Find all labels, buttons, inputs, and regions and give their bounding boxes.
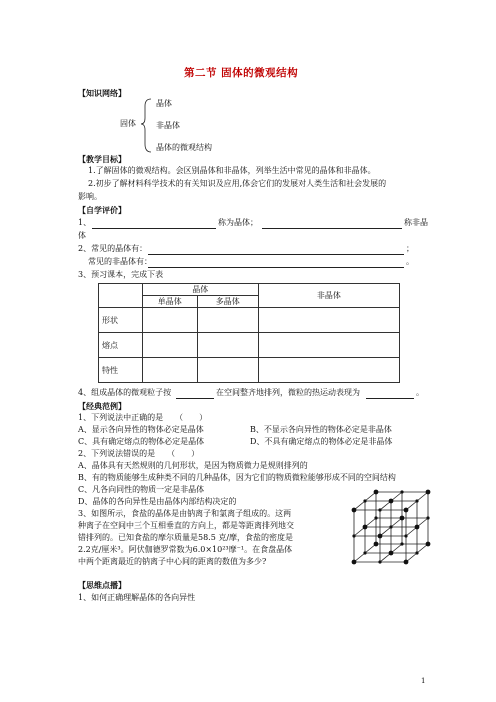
chloride-ion: [378, 560, 381, 563]
sodium-ion: [374, 490, 379, 495]
table-cell[interactable]: [142, 358, 197, 383]
example-1-option-d: D、不具有确定熔点的物体必定是非晶体: [250, 437, 393, 446]
chloride-ion: [363, 551, 366, 554]
goal-item-2-wrap: 影响。: [78, 192, 102, 201]
goal-item-1: 1.了解固体的微观结构。会区别晶体和非晶体，列举生活中常见的晶体和非晶体。: [88, 166, 376, 175]
table-cell[interactable]: [258, 358, 399, 383]
sodium-ion: [415, 525, 420, 530]
sodium-ion: [363, 525, 368, 530]
table-header-single: 单晶体: [142, 296, 197, 308]
q2-crystal-blank[interactable]: [148, 254, 404, 255]
sodium-ion: [404, 508, 409, 513]
salt-crystal-lattice-figure: [346, 488, 442, 568]
section-goals-header: 【教学目标】: [78, 154, 126, 164]
section-examples-header: 【经典范例】: [78, 401, 126, 411]
example-2-option-b: B、有的物质能够生成种类不同的几种晶体，因为它们的物质微粒能够形成不同的空间结构: [78, 473, 396, 482]
chloride-ion: [404, 534, 407, 537]
q2-crystal-end: ；: [406, 244, 414, 253]
goal-item-2: 2.初步了解材料科学技术的有关知识及应用,体会它们的发展对人类生活和社会发展的: [88, 179, 387, 188]
q2-crystal-label: 2、常见的晶体有：: [78, 244, 148, 253]
sodium-ion: [426, 490, 431, 495]
brace-icon: [140, 98, 154, 154]
table-cell[interactable]: [197, 333, 258, 358]
q1-wrap: 体: [78, 231, 86, 240]
table-cell[interactable]: [142, 308, 197, 333]
q3-text: 3、预习课本，完成下表: [78, 270, 164, 279]
q1-blank-2[interactable]: [262, 228, 402, 229]
q4-end: 。: [416, 388, 424, 397]
example-3-line-5: 中两个距离最近的钠离子中心间的距离的数值为多少?: [78, 557, 267, 566]
knowledge-root: 固体: [120, 119, 136, 128]
q4-blank-2[interactable]: [366, 398, 414, 399]
chloride-ion: [400, 490, 403, 493]
q2-amorphous-label: 常见的非晶体有：: [88, 257, 152, 266]
knowledge-branch-structure: 晶体的微观结构: [156, 143, 212, 152]
example-2-option-c: C、凡各向同性的物质一定是非晶体: [78, 485, 205, 494]
example-3-line-1: 3、如图所示，食盐的晶体是由钠离子和氯离子组成的。这两: [78, 509, 292, 518]
q1-mid: 称为晶体；: [218, 218, 258, 227]
q1-prefix: 1、: [78, 218, 92, 227]
example-2: 2、下列说法错误的是 （ ）: [78, 449, 200, 458]
q1-blank-1[interactable]: [92, 228, 216, 229]
q1-end: 称非晶: [404, 218, 428, 227]
table-cell[interactable]: [258, 333, 399, 358]
example-3-line-3: 错排列的。已知食盐的摩尔质量是58.5 克/摩，食盐的密度是: [78, 533, 294, 542]
section-thinking-header: 【思维点播】: [78, 580, 126, 590]
table-row-label-property: 特性: [99, 358, 143, 383]
crystal-table: [98, 283, 400, 383]
table-cell[interactable]: [258, 308, 399, 333]
table-header-poly: 多晶体: [197, 296, 258, 308]
table-cell[interactable]: [142, 333, 197, 358]
sodium-ion: [426, 542, 431, 547]
sodium-ion: [374, 542, 379, 547]
table-header-amorphous: 非晶体: [258, 284, 399, 308]
q2-amorphous-blank[interactable]: [148, 267, 404, 268]
section-knowledge-header: 【知识网络】: [78, 88, 126, 98]
table-row-label-melting: 熔点: [99, 333, 143, 358]
table-cell[interactable]: [197, 358, 258, 383]
q4-blank-1[interactable]: [176, 398, 214, 399]
sodium-ion: [389, 499, 394, 504]
sodium-ion: [389, 551, 394, 556]
knowledge-branch-crystal: 晶体: [156, 99, 172, 108]
sodium-ion: [378, 534, 383, 539]
example-2-option-a: A、晶体具有天然规则的几何形状，是因为物质微力是规则排列的: [78, 461, 308, 470]
chloride-ion: [415, 551, 418, 554]
example-1-option-a: A、显示各向异性的物体必定是晶体: [78, 425, 204, 434]
chloride-ion: [378, 508, 381, 511]
section-self-eval-header: 【自学评价】: [78, 205, 126, 215]
example-3-line-4: 2.2克/厘米³。阿伏伽德罗常数为6.0×10²³摩⁻¹。在食盘晶体: [78, 545, 293, 554]
chloride-ion: [352, 534, 355, 537]
sodium-ion: [352, 560, 357, 565]
q4-text-b: 在空间整齐地排列，微粒的热运动表现为: [216, 388, 360, 397]
q2-amorphous-end: 。: [406, 257, 414, 266]
chloride-ion: [426, 516, 429, 519]
chloride-ion: [400, 542, 403, 545]
example-2-option-d: D、晶体的各向异性是由晶体内部结构决定的: [78, 497, 237, 506]
table-corner: [99, 284, 143, 308]
sodium-ion: [400, 516, 405, 521]
example-1-option-c: C、具有确定熔点的物体必定是晶体: [78, 437, 205, 446]
thinking-item-1: 1、如何正确理解晶体的各向异性: [78, 593, 196, 602]
example-1: 1、下列说法中正确的是 （ ）: [78, 413, 208, 422]
sodium-ion: [352, 508, 357, 513]
example-3-line-2: 种离子在空间中三个互相垂直的方向上，都是等距离排列地交: [78, 521, 294, 530]
table-row-label-shape: 形状: [99, 308, 143, 333]
example-1-option-b: B、不显示各向异性的物体必定是非晶体: [250, 425, 392, 434]
table-cell[interactable]: [197, 308, 258, 333]
table-header-crystal: 晶体: [142, 284, 258, 296]
page-number: 1: [421, 677, 426, 685]
page-title: 第二节 固体的微观结构: [184, 67, 299, 79]
knowledge-branch-amorphous: 非晶体: [156, 121, 180, 130]
chloride-ion: [415, 499, 418, 502]
sodium-ion: [404, 560, 409, 565]
chloride-ion: [374, 516, 377, 519]
chloride-ion: [389, 525, 392, 528]
q4-text-a: 4、组成晶体的微观粒子按: [78, 388, 172, 397]
chloride-ion: [363, 499, 366, 502]
